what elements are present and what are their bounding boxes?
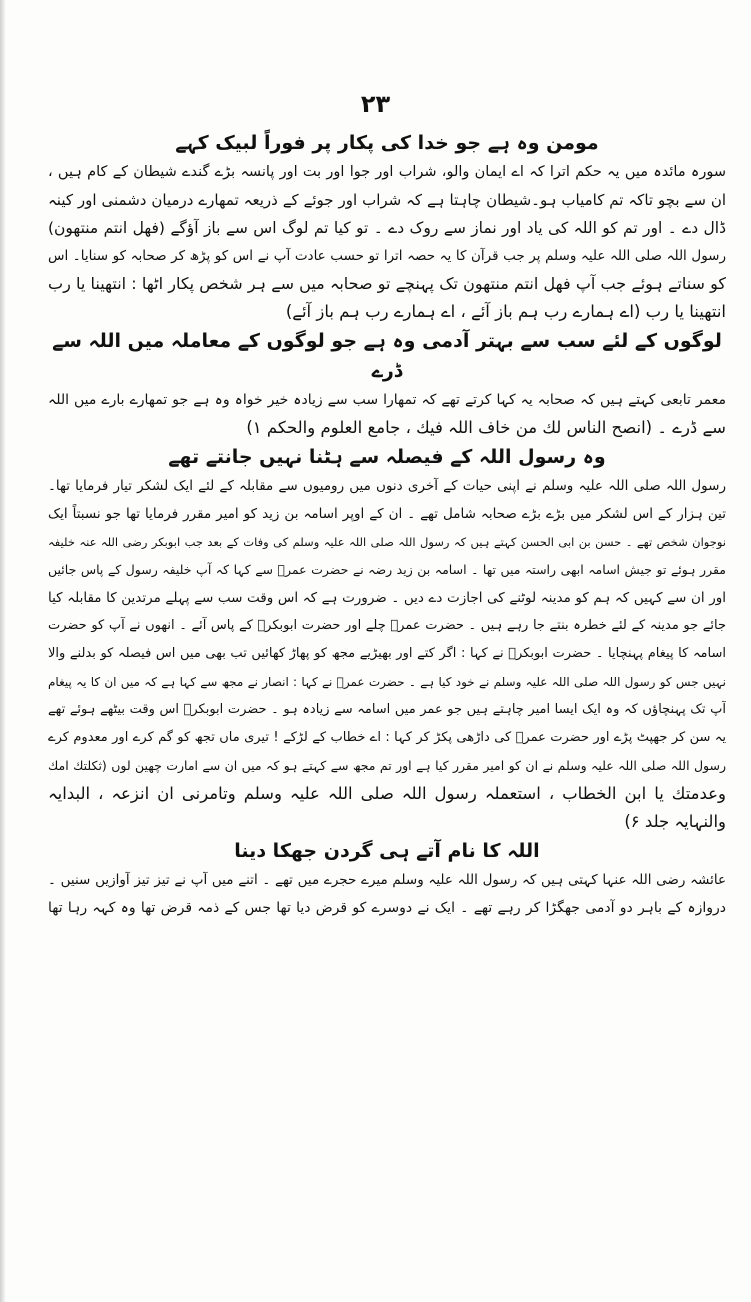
text-line: نوجوان شخص تھے ۔ حسن بن ابی الحسن کہتے ہیں کہ رسول اللہ صلی اللہ علیہ وسلم کی وفات کے بعد جب ابوبکر رضی اللہ عنہ خلیفہ <box>48 535 726 549</box>
text-line: دروازہ کے باہر دو آدمی جھگڑا کر رہے تھے ۔ ایک نے دوسرے کو قرض دیا تھا جس کے ذمہ قرض تھا وہ کہہ رہا تھا <box>48 900 726 916</box>
text-line: معمر تابعی کہتے ہیں کہ صحابہ یہ کہا کرتے تھے کہ تمھارا سب سے زیادہ خیر خواہ وہ ہے جو تمھارے بارے میں اللہ <box>48 392 726 408</box>
text-line: آپ تک پہنچاؤں کہ وہ ایک ایسا امیر چاہتے ہیں جو عمر میں اسامہ سے زیادہ ہو ۔ حضرت ابوبکرؓ اس وقت بیٹھے ہوئے تھے <box>48 702 726 717</box>
text-line: اسامہ کا پیغام پہنچایا ۔ حضرت ابوبکرؓ نے کہا : اگر کتے اور بھیڑیے مجھ کو پھاڑ کھائیں تب بھی میں اس فیصلہ کو بدلنے والا <box>48 646 726 661</box>
text-line: والنہایہ جلد ۶) <box>624 812 726 831</box>
text-line: سورہ مائدہ میں یہ حکم اترا کہ اے ایمان والو، شراب اور جوا اور بت اور پانسہ بڑے گندے شیطان کے کام ہیں ، <box>48 164 726 180</box>
text-line: اور ان سے کہیں کہ ہم کو مدینہ لوٹنے کی اجازت دے دیں ۔ ضرورت ہے کہ اس وقت سب سے پہلے مرتدین کا مقابلہ کیا <box>48 590 726 606</box>
section-prophet-decision <box>48 442 726 836</box>
section-best-person <box>48 326 726 442</box>
section-respond-to-call <box>48 128 726 326</box>
section-bow-at-name <box>48 836 726 922</box>
text-line: انتھینا یا رب (اے ہمارے رب ہم باز آئے ، اے ہمارے رب ہم باز آئے) <box>285 302 726 321</box>
text-line: کو سناتے ہوئے جب آپ فھل انتم منتھون تک پہنچے تو صحابہ میں سے ہر شخص پکار اٹھا : انتھینا یا رب <box>48 274 726 293</box>
text-line: عائشہ رضی اللہ عنہا کہتی ہیں کہ رسول اللہ علیہ وسلم میرے حجرے میں تھے ۔ اتنے میں آپ نے تیز تیز آوازیں سنیں ۔ <box>48 872 726 888</box>
text-line: رسول اللہ صلی اللہ علیہ وسلم نے اپنی حیات کے آخری دنوں میں رومیوں سے مقابلہ کے لئے ایک لشکر تیار فرمایا تھا۔ <box>48 478 726 494</box>
text-line: یہ سن کر جھپٹ پڑے اور حضرت عمرؓ کی داڑھی پکڑ کر کہا : اے خطاب کے لڑکے ! تیری ماں تجھ کو گم کرے اور معدوم کرے <box>48 730 726 745</box>
page-edge-shadow <box>0 0 6 1302</box>
text-line: مقرر ہوئے تو جیش اسامہ ابھی راستہ میں تھا ۔ اسامہ بن زید رضہ نے حضرت عمرؓ سے کہا کہ آپ خلیفہ رسول کے پاس جائیں <box>48 562 726 577</box>
text-line: رسول اللہ صلی اللہ علیہ وسلم نے ان کو امیر مقرر کیا ہے اور تم مجھ سے کہتے ہو کہ میں ان سے امارت چھین لوں (ثکلتك امك <box>48 758 726 773</box>
text-line: تین ہزار کے اس لشکر میں بڑے بڑے صحابہ شامل تھے ۔ ان کے اوپر اسامہ بن زید کو امیر مقرر فرمایا تھا جو نسبتاً ایک <box>48 506 726 522</box>
text-line: رسول اللہ صلی اللہ علیہ وسلم پر جب قرآن کا یہ حصہ اترا تو حسب عادت آپ نے اس کو پڑھ کر صحابہ کو سنایا۔ اس <box>48 248 726 264</box>
section-heading: مومن وہ ہے جو خدا کی پکار پر فوراً لبیک کہے <box>175 132 599 154</box>
text-line: ڈال دے ۔ اور تم کو اللہ کی یاد اور نماز سے روک دے ۔ تو کیا تم لوگ اس سے باز آؤگے (فھل انتم منتھون) <box>48 219 726 237</box>
text-line: جائے جو مدینہ کے لئے خطرہ بنتے جا رہے ہیں ۔ حضرت عمرؓ چلے اور حضرت ابوبکرؓ کے پاس آئے ۔ انھوں نے آپ کو حضرت <box>48 618 726 633</box>
text-line: ان سے بچو تاکہ تم کامیاب ہو۔شیطان چاہتا ہے کہ شراب اور جوئے کے ذریعہ تمھارے درمیان دشمنی اور کینہ <box>48 191 726 209</box>
section-heading: وہ رسول اللہ کے فیصلہ سے ہٹنا نہیں جانتے تھے <box>168 446 606 468</box>
text-line: سے ڈرے ۔ (انصح الناس لك من خاف اللہ فیك ، جامع العلوم والحكم ۱) <box>246 418 726 437</box>
text-line: وعدمتك یا ابن الخطاب ، استعملہ رسول اللہ صلی اللہ علیہ وسلم وتامرنی ان انزعہ ، البدایہ <box>48 784 726 803</box>
page-content <box>48 128 726 922</box>
page-number: ۲۳ <box>360 90 391 118</box>
section-heading: لوگوں کے لئے سب سے بہتر آدمی وہ ہے جو لوگوں کے معاملہ میں اللہ سے ڈرے <box>52 330 722 382</box>
text-line: نہیں جس کو رسول اللہ صلی اللہ علیہ وسلم نے خود کیا ہے ۔ حضرت عمرؓ نے کہا : انصار نے مجھ سے کہا ہے کہ میں ان کا یہ پیغام <box>48 675 726 689</box>
section-heading: اللہ کا نام آتے ہی گردن جھکا دینا <box>234 840 540 862</box>
